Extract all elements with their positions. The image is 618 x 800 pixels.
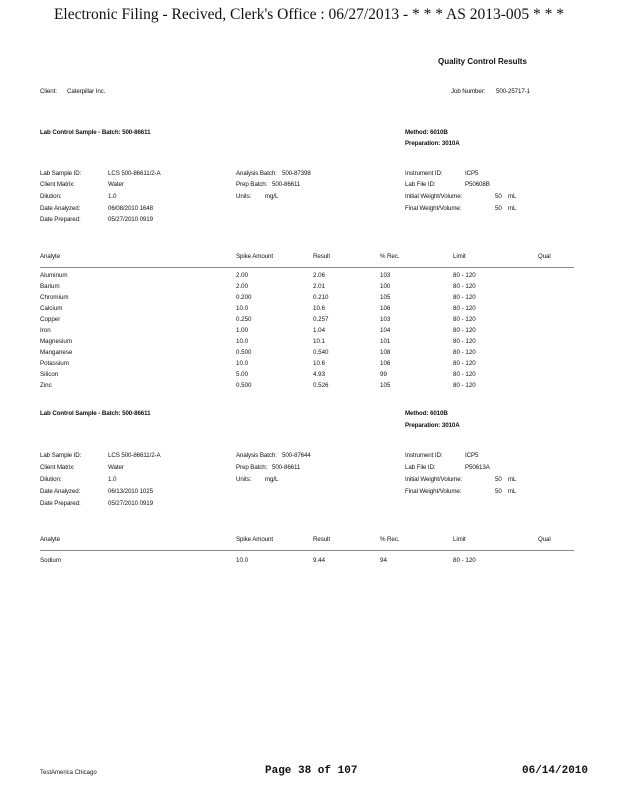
info-label: Date Prepared: xyxy=(40,500,81,507)
filing-banner: Electronic Filing - Recived, Clerk's Office : 06/27/2013 - * * * AS 2013-005 * * * xyxy=(53,6,565,23)
analyte-cell: Silicon xyxy=(40,371,59,378)
info-value: 05/27/2010 0919 xyxy=(108,500,153,507)
info-value: 1.0 xyxy=(108,193,117,200)
info-unit: mL xyxy=(508,488,517,495)
table-row xyxy=(0,371,618,381)
analyte-cell: Manganese xyxy=(40,349,73,356)
result-cell: 10.1 xyxy=(313,338,326,345)
job-number-value: 500-25717-1 xyxy=(496,88,530,95)
result-cell: 2.06 xyxy=(313,272,326,279)
analyte-cell: Aluminum xyxy=(40,272,68,279)
limit-cell: 80 - 120 xyxy=(453,294,476,301)
info-value: Water xyxy=(108,464,124,471)
spike-cell: 0.250 xyxy=(236,316,252,323)
info-value: 500-86611 xyxy=(272,181,301,188)
info-label: Date Prepared: xyxy=(40,216,81,223)
result-cell: 9.44 xyxy=(313,557,326,564)
footer-date: 06/14/2010 xyxy=(522,765,589,777)
col-header-limit: Limit xyxy=(453,253,466,260)
info-value: 50 xyxy=(495,193,502,200)
info-value: 05/27/2010 0919 xyxy=(108,216,153,223)
analyte-cell: Chromium xyxy=(40,294,69,301)
table-row xyxy=(0,557,618,567)
result-cell: 2.01 xyxy=(313,283,326,290)
spike-cell: 10.0 xyxy=(236,338,249,345)
table-row xyxy=(0,382,618,392)
info-label: Final Weight/Volume: xyxy=(405,488,462,495)
header-rule xyxy=(40,267,574,268)
table-row xyxy=(0,316,618,326)
job-number-label: Job Number: xyxy=(451,88,486,95)
info-value: mg/L xyxy=(265,193,279,200)
spike-cell: 10.0 xyxy=(236,305,249,312)
spike-cell: 1.00 xyxy=(236,327,249,334)
info-value: LCS 500-86611/2-A xyxy=(108,170,161,177)
info-label: Units: xyxy=(236,476,252,483)
col-header-analyte: Analyte xyxy=(40,253,60,260)
limit-cell: 80 - 120 xyxy=(453,360,476,367)
info-value: 1.0 xyxy=(108,476,117,483)
result-cell: 4.93 xyxy=(313,371,326,378)
info-label: Client Matrix: xyxy=(40,181,75,188)
limit-cell: 80 - 120 xyxy=(453,349,476,356)
info-label: Lab Sample ID: xyxy=(40,170,82,177)
table-row xyxy=(0,283,618,293)
qc-results-title: Quality Control Results xyxy=(438,57,527,66)
rec-cell: 103 xyxy=(380,316,391,323)
info-value: 50 xyxy=(495,205,502,212)
col-header-qual: Qual xyxy=(538,536,551,543)
table-row xyxy=(0,349,618,359)
spike-cell: 5.00 xyxy=(236,371,249,378)
table-row xyxy=(0,294,618,304)
spike-cell: 0.200 xyxy=(236,294,252,301)
limit-cell: 80 - 120 xyxy=(453,327,476,334)
info-label: Final Weight/Volume: xyxy=(405,205,462,212)
rec-cell: 106 xyxy=(380,360,391,367)
analyte-cell: Magnesium xyxy=(40,338,72,345)
limit-cell: 80 - 120 xyxy=(453,272,476,279)
footer-page-number: Page 38 of 107 xyxy=(265,765,358,777)
col-header-spike: Spike Amount xyxy=(236,253,273,260)
col-header-spike: Spike Amount xyxy=(236,536,273,543)
col-header-analyte: Analyte xyxy=(40,536,60,543)
col-header-rec: % Rec. xyxy=(380,253,400,260)
col-header-limit: Limit xyxy=(453,536,466,543)
info-label: Lab File ID: xyxy=(405,181,436,188)
rec-cell: 94 xyxy=(380,557,387,564)
info-value: ICP5 xyxy=(465,452,479,459)
spike-cell: 0.500 xyxy=(236,349,252,356)
col-header-rec: % Rec. xyxy=(380,536,400,543)
spike-cell: 2.00 xyxy=(236,283,249,290)
info-label: Instrument ID: xyxy=(405,452,443,459)
preparation: Preparation: 3010A xyxy=(405,422,460,429)
result-cell: 0.540 xyxy=(313,349,329,356)
info-label: Date Analyzed: xyxy=(40,488,81,495)
method: Method: 6010B xyxy=(405,410,448,417)
info-value: Water xyxy=(108,181,124,188)
rec-cell: 105 xyxy=(380,294,391,301)
section-title: Lab Control Sample - Batch: 500-86611 xyxy=(40,410,151,417)
info-label: Prep Batch: xyxy=(236,181,268,188)
info-label: Instrument ID: xyxy=(405,170,443,177)
analyte-cell: Calcium xyxy=(40,305,63,312)
header-rule xyxy=(40,550,574,551)
info-unit: mL xyxy=(508,193,517,200)
info-label: Units: xyxy=(236,193,252,200)
info-value: 06/08/2010 1648 xyxy=(108,205,153,212)
rec-cell: 108 xyxy=(380,349,391,356)
result-cell: 0.210 xyxy=(313,294,329,301)
info-value: 50 xyxy=(495,476,502,483)
footer-lab-name: TestAmerica Chicago xyxy=(40,770,97,776)
info-value: 500-87644 xyxy=(282,452,311,459)
rec-cell: 106 xyxy=(380,305,391,312)
analyte-cell: Barium xyxy=(40,283,60,290)
limit-cell: 80 - 120 xyxy=(453,382,476,389)
rec-cell: 105 xyxy=(380,382,391,389)
info-label: Initial Weight/Volume: xyxy=(405,476,463,483)
spike-cell: 2.00 xyxy=(236,272,249,279)
analyte-cell: Zinc xyxy=(40,382,52,389)
analyte-cell: Potassium xyxy=(40,360,69,367)
info-label: Client Matrix: xyxy=(40,464,75,471)
client-label: Client: xyxy=(40,88,57,95)
info-unit: mL xyxy=(508,476,517,483)
info-value: 500-86611 xyxy=(272,464,301,471)
spike-cell: 10.0 xyxy=(236,360,249,367)
method: Method: 6010B xyxy=(405,129,448,136)
rec-cell: 103 xyxy=(380,272,391,279)
limit-cell: 80 - 120 xyxy=(453,316,476,323)
preparation: Preparation: 3010A xyxy=(405,140,460,147)
limit-cell: 80 - 120 xyxy=(453,371,476,378)
analyte-cell: Copper xyxy=(40,316,61,323)
rec-cell: 101 xyxy=(380,338,391,345)
info-value: ICP5 xyxy=(465,170,479,177)
result-cell: 10.6 xyxy=(313,360,326,367)
limit-cell: 80 - 120 xyxy=(453,283,476,290)
limit-cell: 80 - 120 xyxy=(453,305,476,312)
info-value: 500-87398 xyxy=(282,170,311,177)
result-cell: 1.04 xyxy=(313,327,326,334)
info-value: LCS 500-86611/2-A xyxy=(108,452,161,459)
info-label: Dilution: xyxy=(40,476,62,483)
table-row xyxy=(0,327,618,337)
info-label: Prep Batch: xyxy=(236,464,268,471)
limit-cell: 80 - 120 xyxy=(453,557,476,564)
section-title: Lab Control Sample - Batch: 500-86611 xyxy=(40,129,151,136)
analyte-cell: Sodium xyxy=(40,557,61,564)
info-value: P50608B xyxy=(465,181,490,188)
result-cell: 0.526 xyxy=(313,382,329,389)
info-label: Dilution: xyxy=(40,193,62,200)
info-value: 50 xyxy=(495,488,502,495)
col-header-qual: Qual xyxy=(538,253,551,260)
info-label: Date Analyzed: xyxy=(40,205,81,212)
table-row xyxy=(0,338,618,348)
info-label: Lab Sample ID: xyxy=(40,452,82,459)
result-cell: 10.6 xyxy=(313,305,326,312)
info-label: Lab File ID: xyxy=(405,464,436,471)
rec-cell: 104 xyxy=(380,327,391,334)
info-label: Analysis Batch: xyxy=(236,452,277,459)
table-row xyxy=(0,305,618,315)
table-row xyxy=(0,272,618,282)
analyte-cell: Iron xyxy=(40,327,51,334)
info-value: P50613A xyxy=(465,464,490,471)
rec-cell: 100 xyxy=(380,283,391,290)
info-label: Analysis Batch: xyxy=(236,170,277,177)
info-value: 06/13/2010 1025 xyxy=(108,488,153,495)
col-header-result: Result xyxy=(313,253,330,260)
result-cell: 0.257 xyxy=(313,316,329,323)
info-label: Initial Weight/Volume: xyxy=(405,193,463,200)
info-value: mg/L xyxy=(265,476,279,483)
info-unit: mL xyxy=(508,205,517,212)
client-value: Caterpillar Inc. xyxy=(67,88,106,95)
spike-cell: 10.0 xyxy=(236,557,249,564)
spike-cell: 0.500 xyxy=(236,382,252,389)
limit-cell: 80 - 120 xyxy=(453,338,476,345)
rec-cell: 99 xyxy=(380,371,387,378)
table-row xyxy=(0,360,618,370)
col-header-result: Result xyxy=(313,536,330,543)
